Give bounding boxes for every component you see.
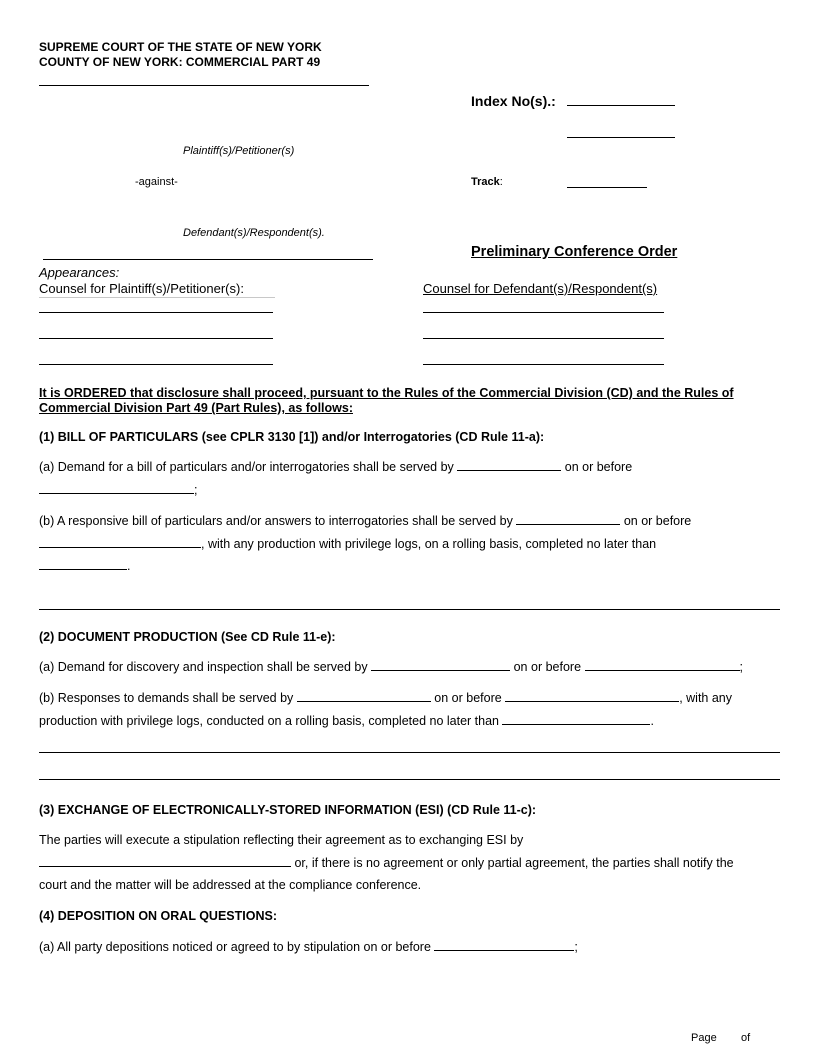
section1-b-line2: , with any production with privilege logs, on a rolling basis, completed no later than <box>201 536 657 551</box>
section1-b-end: . <box>127 559 131 573</box>
section1-a-date1-field[interactable] <box>457 458 561 471</box>
plaintiff-counsel-line-3[interactable] <box>39 364 273 365</box>
order-title: Preliminary Conference Order <box>471 244 678 260</box>
track-label <box>471 176 503 188</box>
section1-b-text: (b) A responsive bill of particulars and/or answers to interrogatories shall be served by <box>39 514 513 528</box>
section3-line2: or, if there is no agreement or only partial agreement, the parties shall notify the <box>294 855 734 870</box>
order-intro: It is ORDERED that disclosure shall proceed, pursuant to the Rules of the Commercial Division (CD) and the Rules of Commercial Division Part 49 (Part Rules), as follows: <box>39 386 734 415</box>
section1-a-mid: on or before <box>564 460 633 474</box>
section1-b-mid: on or before <box>623 514 692 528</box>
section2-a <box>39 656 779 679</box>
defendant-label: Defendant(s)/Respondent(s). <box>183 227 325 239</box>
section2-b-date1-field[interactable] <box>297 689 431 702</box>
section2-a-text: (a) Demand for discovery and inspection shall be served by <box>39 660 368 674</box>
against-label: -against- <box>135 176 178 188</box>
section1-b-date1-field[interactable] <box>516 512 620 525</box>
index-number-field-2[interactable] <box>567 125 675 138</box>
section2-b-date2-field[interactable] <box>505 689 679 702</box>
defendant-counsel-line-2[interactable] <box>423 338 664 339</box>
section1-a-text: (a) Demand for a bill of particulars and/or interrogatories shall be served by <box>39 460 454 474</box>
section4-a-date-field[interactable] <box>434 938 574 951</box>
section3-date-field[interactable] <box>39 854 291 867</box>
of-label: of <box>741 1032 751 1044</box>
section4-a <box>39 936 779 959</box>
plaintiff-label: Plaintiff(s)/Petitioner(s) <box>183 145 295 157</box>
section1-a-end: ; <box>194 482 198 497</box>
section4-a-end: ; <box>574 940 578 954</box>
section2-a-mid: on or before <box>513 660 582 674</box>
plaintiff-counsel-line-1[interactable] <box>39 312 273 313</box>
section1-b <box>39 510 774 578</box>
section-divider-1 <box>39 609 780 610</box>
section1-heading: (1) BILL OF PARTICULARS (see CPLR 3130 [1]) and/or Interrogatories (CD Rule 11-a): <box>39 430 545 444</box>
section4-heading: (4) DEPOSITION ON ORAL QUESTIONS: <box>39 909 277 923</box>
defendant-counsel-line-3[interactable] <box>423 364 664 365</box>
court-name-line1: SUPREME COURT OF THE STATE OF NEW YORK <box>39 40 322 54</box>
caption-bottom-divider <box>43 259 373 260</box>
plaintiff-counsel-label: Counsel for Plaintiff(s)/Petitioner(s): <box>39 281 275 298</box>
defendant-counsel-label: Counsel for Defendant(s)/Respondent(s) <box>423 281 658 296</box>
section-divider-2 <box>39 752 780 753</box>
section2-b-end: . <box>650 713 654 728</box>
section1-b-date3-field[interactable] <box>39 557 127 570</box>
section2-b-text: (b) Responses to demands shall be served by <box>39 691 294 705</box>
track-field[interactable] <box>567 175 647 188</box>
plaintiff-counsel-line-2[interactable] <box>39 338 273 339</box>
court-name-line2: COUNTY OF NEW YORK: COMMERCIAL PART 49 <box>39 55 321 69</box>
section-divider-3 <box>39 779 780 780</box>
section3-heading: (3) EXCHANGE OF ELECTRONICALLY-STORED INFORMATION (ESI) (CD Rule 11-c): <box>39 803 537 817</box>
section2-b-tail: , with any <box>679 691 732 705</box>
section1-a <box>39 456 774 501</box>
section2-b-line2: production with privilege logs, conducted on a rolling basis, completed no later than <box>39 713 499 728</box>
section2-b <box>39 687 779 732</box>
section2-a-date1-field[interactable] <box>371 658 510 671</box>
track-colon: : <box>499 176 503 188</box>
section2-heading: (2) DOCUMENT PRODUCTION (See CD Rule 11-e): <box>39 630 336 644</box>
caption-divider <box>39 85 369 86</box>
track-label-text: Track <box>471 176 500 188</box>
section2-b-mid: on or before <box>434 691 502 705</box>
index-label: Index No(s).: <box>471 93 556 109</box>
section3-body <box>39 829 779 897</box>
section2-a-end: ; <box>739 660 743 674</box>
section4-a-text: (a) All party depositions noticed or agreed to by stipulation on or before <box>39 940 431 954</box>
index-number-field[interactable] <box>567 93 675 106</box>
section1-b-date2-field[interactable] <box>39 535 201 548</box>
section2-b-date3-field[interactable] <box>502 712 650 725</box>
section1-a-date2-field[interactable] <box>39 481 194 494</box>
section3-line1: The parties will execute a stipulation reflecting their agreement as to exchanging ESI by <box>39 833 524 847</box>
section3-line3: court and the matter will be addressed at the compliance conference. <box>39 878 422 892</box>
page-label: Page <box>691 1032 717 1044</box>
appearances-heading: Appearances: <box>39 265 120 280</box>
section2-a-date2-field[interactable] <box>585 658 740 671</box>
defendant-counsel-line-1[interactable] <box>423 312 664 313</box>
